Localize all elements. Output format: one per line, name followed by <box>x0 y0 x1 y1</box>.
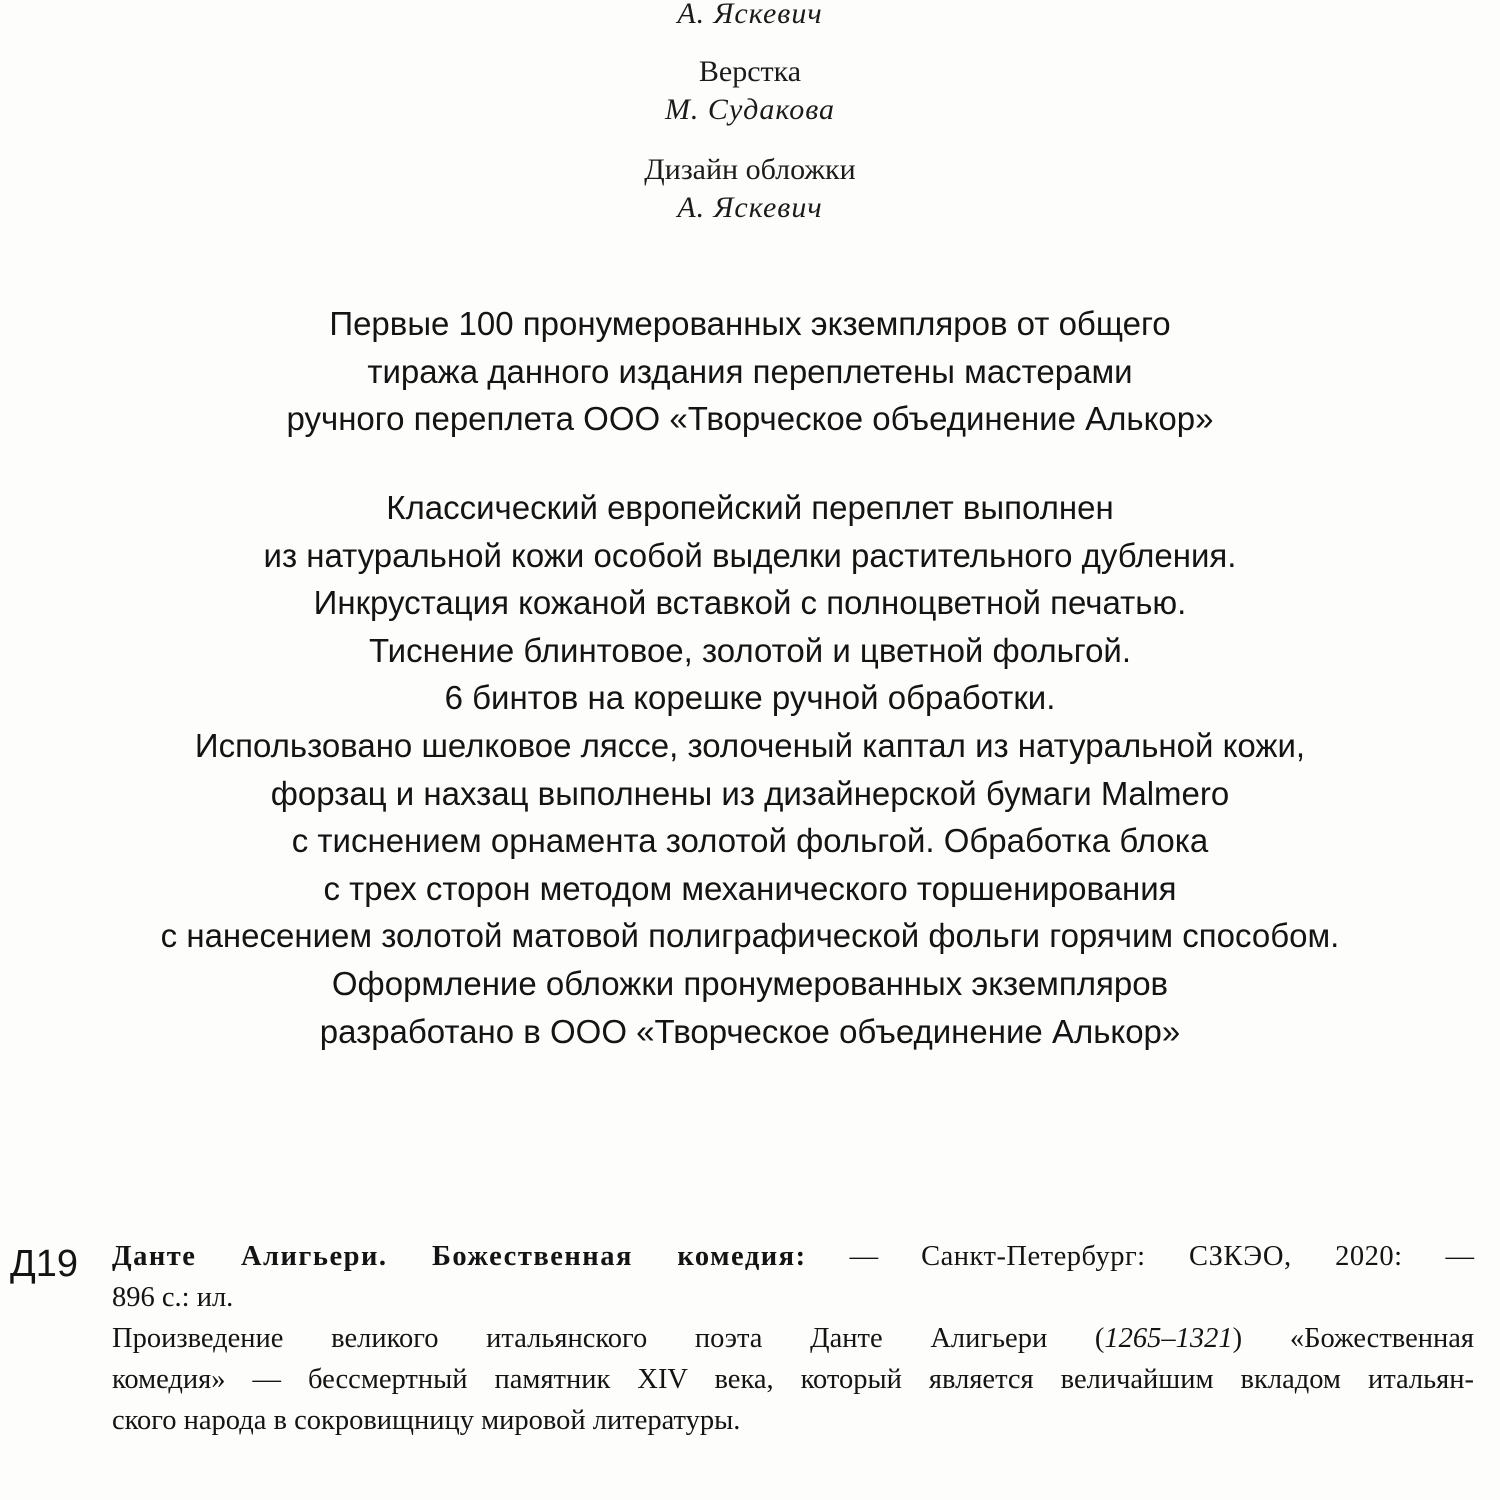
annotation-line: комедия» — бессмертный памятник XIV века, который является величайшим вкладом итальян- <box>112 1364 1474 1395</box>
separator-dash: — <box>1445 1241 1475 1272</box>
annotation-line <box>112 1318 1474 1359</box>
editor-name: А. Яскевич <box>677 0 823 30</box>
binding-line: с трех сторон методом механического торшенирования <box>323 869 1177 907</box>
binding-line: форзац и нахзац выполнены из дизайнерской бумаги Malmero <box>270 774 1230 812</box>
annotation-text: Произведение великого итальянского поэта Данте Алигьери ( <box>112 1323 1105 1354</box>
numbered-copies-line: ручного переплета ООО «Творческое объединение Алькор» <box>286 400 1214 438</box>
layout-role: Верстка <box>698 55 802 88</box>
binding-description-paragraph <box>0 484 1500 1055</box>
layout-name: М. Судакова <box>664 93 836 126</box>
numbered-copies-paragraph <box>0 300 1500 443</box>
binding-line: Тиснение блинтовое, золотой и цветной фольгой. <box>368 631 1132 669</box>
author-years: 1265–1321 <box>1104 1323 1233 1354</box>
numbered-copies-line: тиража данного издания переплетены мастерами <box>367 352 1133 390</box>
cover-design-role: Дизайн обложки <box>644 153 856 186</box>
binding-line: с тиснением орнамента золотой фольгой. Обработка блока <box>291 822 1209 860</box>
binding-line: 6 бинтов на корешке ручной обработки. <box>444 679 1056 717</box>
binding-line: с нанесением золотой матовой полиграфической фольги горячим способом. <box>160 917 1340 955</box>
binding-line: Инкрустация кожаной вставкой с полноцветной печатью. <box>313 584 1187 622</box>
cover-design-name: А. Яскевич <box>677 191 823 224</box>
annotation-line: ского народа в сокровищницу мировой литературы. <box>112 1405 741 1436</box>
bibliographic-record <box>0 1236 1500 1456</box>
imprint: Санкт-Петербург: СЗКЭО, 2020: <box>921 1241 1403 1272</box>
book-title: Данте Алигьери. Божественная комедия: <box>112 1241 807 1272</box>
annotation-text: ) «Божественная <box>1232 1323 1474 1354</box>
bibliographic-body <box>112 1236 1474 1441</box>
separator-dash: — <box>849 1241 879 1272</box>
binding-line: Классический европейский переплет выполнен <box>386 489 1114 526</box>
binding-line: Использовано шелковое ляссе, золоченый каптал из натуральной кожи, <box>194 726 1306 764</box>
bbk-code: Д19 <box>10 1243 79 1285</box>
numbered-copies-line: Первые 100 пронумерованных экземпляров от общего <box>329 305 1171 342</box>
binding-line: разработано в ООО «Творческое объединение Алькор» <box>319 1012 1181 1050</box>
binding-line: из натуральной кожи особой выделки растительного дубления. <box>263 536 1237 574</box>
page-count: 896 с.: ил. <box>112 1282 234 1313</box>
annotation <box>112 1318 1474 1441</box>
binding-line: Оформление обложки пронумерованных экземпляров <box>331 964 1169 1002</box>
bibliographic-first-line <box>112 1236 1474 1277</box>
